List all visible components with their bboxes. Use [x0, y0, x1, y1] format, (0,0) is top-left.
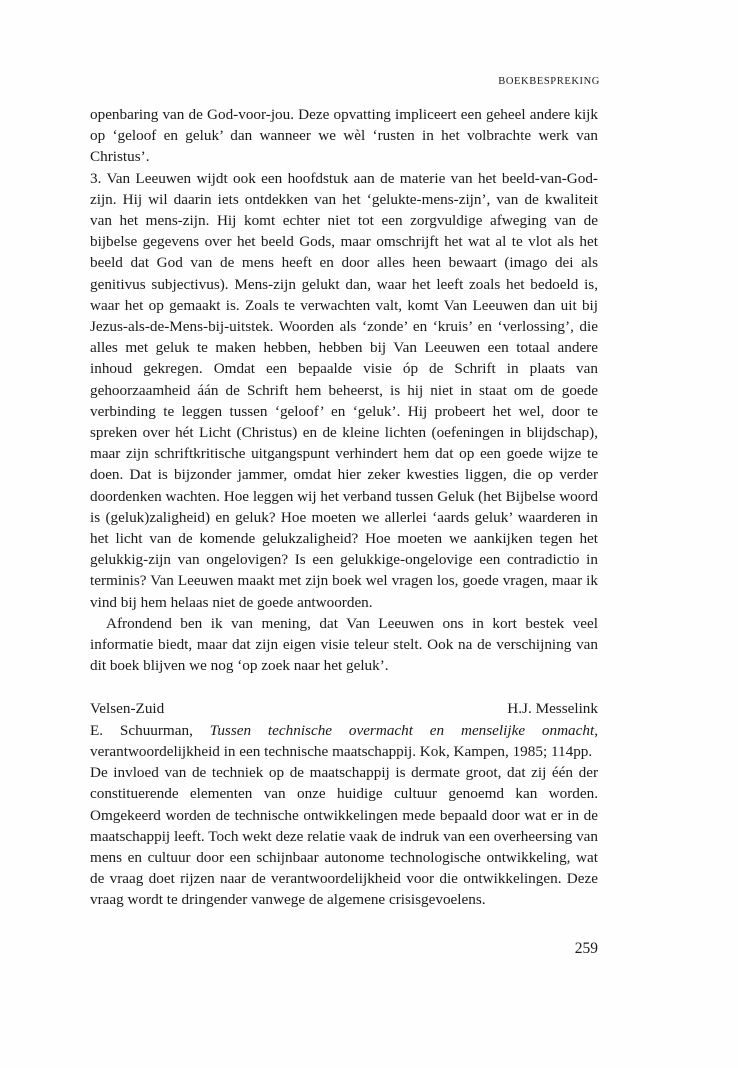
- review2-citation: [90, 720, 598, 762]
- review1-paragraph-1: openbaring van de God-voor-jou. Deze opvatting impliceert een geheel andere kijk op ‘geloof en geluk’ dan wanneer we wèl ‘rusten in het volbrachte werk van Christus’.: [90, 106, 598, 166]
- review1-paragraph-3: Afrondend ben ik van mening, dat Van Leeuwen ons in kort bestek veel informatie biedt, maar dat zijn eigen visie teleur stelt. Ook na de verschijning van dit boek blijven we nog ‘op zoek naar het geluk’.: [90, 614, 598, 675]
- running-header: BOEKBESPREKING: [498, 76, 600, 87]
- review1-paragraph-2: 3. Van Leeuwen wijdt ook een hoofdstuk aan de materie van het beeld-van-God-zijn. Hij wil daarin iets ontdekken van het ‘gelukte-mens-zijn’, van de kwaliteit van het mens-zijn. Hij komt echter niet tot een zorgvuldige afweging van de bijbelse gegevens over het beeld Gods, maar omschrijft het wat al te vlot als het beeld dat God van de mens heeft en door alles heen bewaart (imago dei als genitivus subjectivus). Mens-zijn gelukt dan, waar het leeft zoals het bedoeld is, waar het op gemaakt is. Zoals te verwachten valt, komt Van Leeuwen dan uit bij Jezus-als-de-Mens-bij-uitstek. Woorden als ‘zonde’ en ‘kruis’ en ‘verlossing’, die alles met geluk te maken hebben, hebben bij Van Leeuwen een totaal andere inhoud gekregen. Omdat een bepaalde visie óp de Schrift in plaats van gehoorzaamheid áán de Schrift hem beheerst, is hij niet in staat om de goede verbinding te leggen tussen ‘geloof’ en ‘geluk’. Hij probeert het wel, door te spreken over hét Licht (Christus) en de kleine lichten (oefeningen in blijdschap), maar zijn schriftkritische uitgangspunt verhindert hem dat op een goede wijze te doen. Dat is bijzonder jammer, omdat hier zeker kwesties liggen, die op verder doordenken wachten. Hoe leggen wij het verband tussen Geluk (het Bijbelse woord is (geluk)zaligheid) en geluk? Hoe moeten we allerlei ‘aards geluk’ waarderen in het licht van de komende gelukzaligheid? Hoe moeten we aankijken tegen het gelukkig-zijn van ongelovigen? Is een gelukkige-ongelovige een contradictio in terminis? Van Leeuwen maakt met zijn boek wel vragen los, goede vragen, maar ik vind bij hem helaas niet de goede antwoorden.: [90, 169, 598, 611]
- review2-book-title: Tussen technische overmacht en menselijke onmacht: [209, 721, 595, 739]
- signature-reviewer: H.J. Messelink: [507, 700, 598, 718]
- review2-publication-info: , verantwoordelijkheid in een technische maatschappij. Kok, Kampen, 1985; 114pp.: [90, 721, 599, 760]
- review2-author: E. Schuurman,: [90, 721, 210, 739]
- page-number: 259: [574, 940, 598, 957]
- review1-signature: [90, 698, 598, 719]
- review2-paragraph-1: De invloed van de techniek op de maatschappij is dermate groot, dat zij één der constituerende elementen van onze huidige cultuur genoemd kan worden. Omgekeerd worden de technische ontwikkelingen mede bepaald door wat er in de maatschappij leeft. Toch wekt deze relatie vaak de indruk van een overheersing van mens en cultuur door een schijnbaar autonome technologische ontwikkeling, wat de vraag doet rijzen naar de verantwoordelijkheid voor die ontwikkelingen. Deze vraag wordt te dringender vanwege de algemene crisisgevoelens.: [90, 764, 598, 909]
- signature-place: Velsen-Zuid: [90, 700, 165, 718]
- page-body: [90, 104, 598, 911]
